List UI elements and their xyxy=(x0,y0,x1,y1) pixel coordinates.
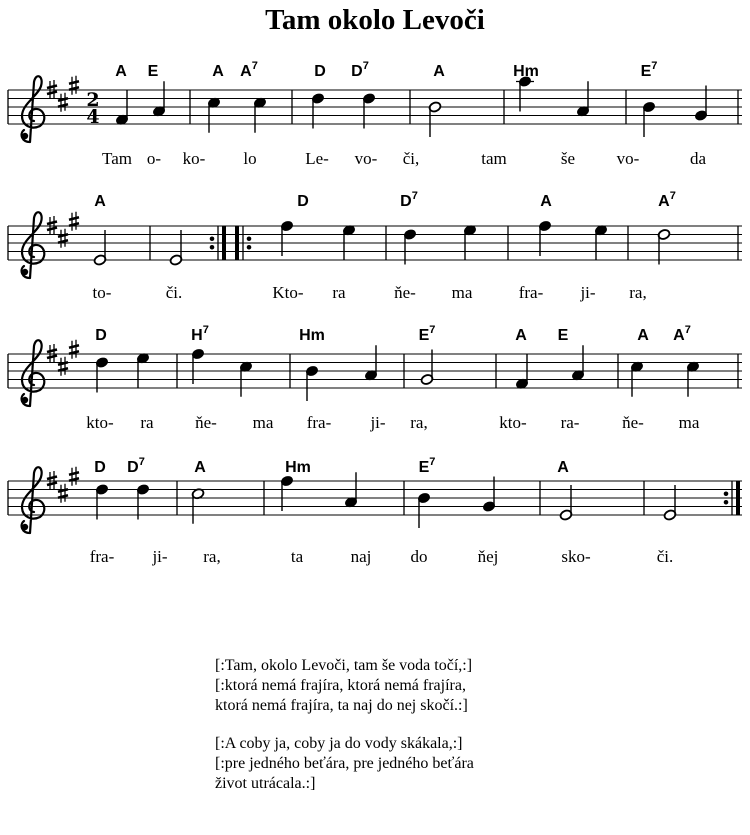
key-sharp-1 xyxy=(58,495,68,498)
key-sharp-2 xyxy=(69,351,79,354)
lyric-syllable: či. xyxy=(165,283,183,302)
chord-root: E xyxy=(640,63,652,80)
chord-symbol xyxy=(299,327,325,344)
chord-symbol xyxy=(94,193,106,210)
lyric-syllable: ma xyxy=(252,413,274,432)
stanza-gap xyxy=(215,716,474,734)
chord-symbol xyxy=(433,63,445,80)
key-sharp-0 xyxy=(47,228,57,231)
lyric-syllable: ji- xyxy=(152,547,168,566)
repeat-dot xyxy=(247,236,252,241)
chord-symbol xyxy=(515,327,527,344)
chord-root: D xyxy=(400,193,412,210)
chord-symbol xyxy=(115,63,127,80)
lyric-syllable: ra, xyxy=(410,413,428,432)
chord-symbol xyxy=(658,190,676,210)
treble-clef-dot xyxy=(22,269,28,275)
verse-line: život utrácala.:] xyxy=(215,775,316,792)
treble-clef xyxy=(22,467,45,533)
chord-root: D xyxy=(95,327,107,344)
chord-extension: 7 xyxy=(429,324,436,336)
chord-root: D xyxy=(351,63,363,80)
lyric-syllable: ji- xyxy=(370,413,386,432)
time-signature-top: 2 xyxy=(86,89,100,111)
repeat-dot xyxy=(724,491,729,496)
lyric-syllable: lo xyxy=(243,149,257,168)
chord-symbol xyxy=(419,456,436,476)
chord-symbol xyxy=(285,459,311,476)
lyric-syllable: fra- xyxy=(306,413,332,432)
lyric-syllable: še xyxy=(560,149,576,168)
chord-root: E xyxy=(557,327,569,344)
lyric-syllable: sko- xyxy=(561,547,591,566)
chord-symbol xyxy=(351,60,369,80)
lyric-syllable: ra xyxy=(332,283,346,302)
treble-clef xyxy=(22,212,45,278)
chord-extension: 7 xyxy=(651,60,658,72)
chord-root: Hm xyxy=(285,459,311,476)
lyric-syllable: či, xyxy=(402,149,420,168)
chord-root: D xyxy=(297,193,309,210)
chord-symbol xyxy=(194,459,206,476)
verses-block xyxy=(215,656,474,794)
lyric-syllable: ko- xyxy=(182,149,206,168)
key-sharp-1 xyxy=(58,240,68,243)
lyric-syllable: kto- xyxy=(86,413,114,432)
chord-symbol xyxy=(240,60,258,80)
chord-root: A xyxy=(515,327,527,344)
lyric-syllable: ta xyxy=(290,547,304,566)
lyric-syllable: ra, xyxy=(629,283,647,302)
chord-root: E xyxy=(418,327,430,344)
chord-symbol xyxy=(673,324,691,344)
lyric-syllable: Tam xyxy=(102,149,132,168)
treble-clef-dot xyxy=(22,397,28,403)
key-sharp-2 xyxy=(69,217,79,220)
chord-root: A xyxy=(212,63,224,80)
repeat-dot xyxy=(210,245,215,250)
chord-root: Hm xyxy=(513,63,539,80)
repeat-dot xyxy=(247,245,252,250)
lyric-syllable: ji- xyxy=(580,283,596,302)
key-sharp-2 xyxy=(69,81,79,84)
chord-root: Hm xyxy=(299,327,325,344)
lyric-syllable: ra, xyxy=(203,547,221,566)
verse-line: [:Tam, okolo Levoči, tam še voda točí,:] xyxy=(215,657,473,674)
key-sharp-2 xyxy=(69,472,79,475)
repeat-dot xyxy=(724,500,729,505)
lyric-syllable: ňe- xyxy=(622,413,644,432)
key-sharp-0 xyxy=(47,222,57,225)
chord-extension: 7 xyxy=(684,324,691,336)
lyric-syllable: Le- xyxy=(305,149,329,168)
lyric-syllable: o- xyxy=(146,149,162,168)
chord-root: A xyxy=(115,63,127,80)
lyric-syllable: ma xyxy=(678,413,700,432)
verse-line: ktorá nemá frajíra, ta naj do nej skočí.:] xyxy=(215,697,468,714)
song-title: Tam okolo Levoči xyxy=(265,4,485,36)
chord-symbol xyxy=(513,63,539,80)
chord-symbol xyxy=(297,193,309,210)
chord-extension: 7 xyxy=(251,60,258,72)
chord-symbol xyxy=(191,324,209,344)
chord-root: A xyxy=(433,63,445,80)
lyric-syllable: ra xyxy=(140,413,154,432)
key-sharp-1 xyxy=(58,368,68,371)
lyric-syllable: či. xyxy=(656,547,674,566)
chord-extension: 7 xyxy=(362,60,369,72)
key-sharp-1 xyxy=(58,104,68,107)
chord-extension: 7 xyxy=(138,456,145,468)
chord-root: D xyxy=(127,459,139,476)
verse-line: [:A coby ja, coby ja do vody skákala,:] xyxy=(215,735,463,752)
chord-symbol xyxy=(148,63,159,80)
repeat-dot xyxy=(210,236,215,241)
treble-clef-dot xyxy=(22,524,28,530)
chord-symbol xyxy=(94,459,106,476)
verse-line: [:ktorá nemá frajíra, ktorá nemá frajíra, xyxy=(215,677,466,694)
lyric-syllable: ňe- xyxy=(195,413,217,432)
chord-root: A xyxy=(240,63,252,80)
chord-root: E xyxy=(147,63,159,80)
key-sharp-0 xyxy=(47,350,57,353)
key-sharp-2 xyxy=(69,478,79,481)
lyric-syllable: naj xyxy=(350,547,372,566)
chord-root: A xyxy=(540,193,552,210)
chord-extension: 7 xyxy=(202,324,209,336)
lyric-syllable: fra- xyxy=(518,283,544,302)
time-signature-bottom: 4 xyxy=(86,106,100,128)
key-sharp-0 xyxy=(47,477,57,480)
lyric-syllable: vo- xyxy=(354,149,378,168)
chord-symbol xyxy=(637,327,649,344)
chord-symbol xyxy=(558,327,569,344)
lyric-syllable: da xyxy=(689,149,707,168)
chord-symbol xyxy=(540,193,552,210)
chord-root: A xyxy=(637,327,649,344)
lyric-syllable: vo- xyxy=(616,149,640,168)
lyric-syllable: ňej xyxy=(477,547,499,566)
chord-root: H xyxy=(191,327,203,344)
treble-clef xyxy=(22,340,45,406)
chord-root: A xyxy=(673,327,685,344)
chord-root: A xyxy=(658,193,670,210)
chord-symbol xyxy=(400,190,418,210)
chord-extension: 7 xyxy=(411,190,418,202)
lyric-syllable: ma xyxy=(451,283,473,302)
chord-symbol xyxy=(314,63,326,80)
chord-symbol xyxy=(127,456,145,476)
chord-symbol xyxy=(95,327,107,344)
treble-clef xyxy=(22,76,45,142)
key-sharp-2 xyxy=(69,87,79,90)
chord-symbol xyxy=(212,63,224,80)
lyric-syllable: fra- xyxy=(89,547,115,566)
key-sharp-0 xyxy=(47,483,57,486)
lyric-syllable: to- xyxy=(92,283,112,302)
chord-root: D xyxy=(94,459,106,476)
key-sharp-0 xyxy=(47,356,57,359)
chord-extension: 7 xyxy=(669,190,676,202)
key-sharp-0 xyxy=(47,86,57,89)
chord-symbol xyxy=(557,459,569,476)
key-sharp-2 xyxy=(69,345,79,348)
chord-root: D xyxy=(314,63,326,80)
lyric-syllable: ra- xyxy=(560,413,580,432)
chord-extension: 7 xyxy=(429,456,436,468)
chord-root: A xyxy=(557,459,569,476)
chord-root: A xyxy=(194,459,206,476)
lyric-syllable: do xyxy=(410,547,428,566)
chord-root: E xyxy=(418,459,430,476)
verse-line: [:pre jedného beťára, pre jedného beťára xyxy=(215,755,474,772)
lyric-syllable: Kto- xyxy=(272,283,304,302)
treble-clef-dot xyxy=(22,133,28,139)
key-sharp-0 xyxy=(47,92,57,95)
lyric-syllable: kto- xyxy=(499,413,527,432)
chord-symbol xyxy=(419,324,436,344)
chord-root: A xyxy=(94,193,106,210)
lyric-syllable: ňe- xyxy=(394,283,416,302)
key-sharp-2 xyxy=(69,223,79,226)
lyric-syllable: tam xyxy=(481,149,507,168)
chord-symbol xyxy=(641,60,658,80)
